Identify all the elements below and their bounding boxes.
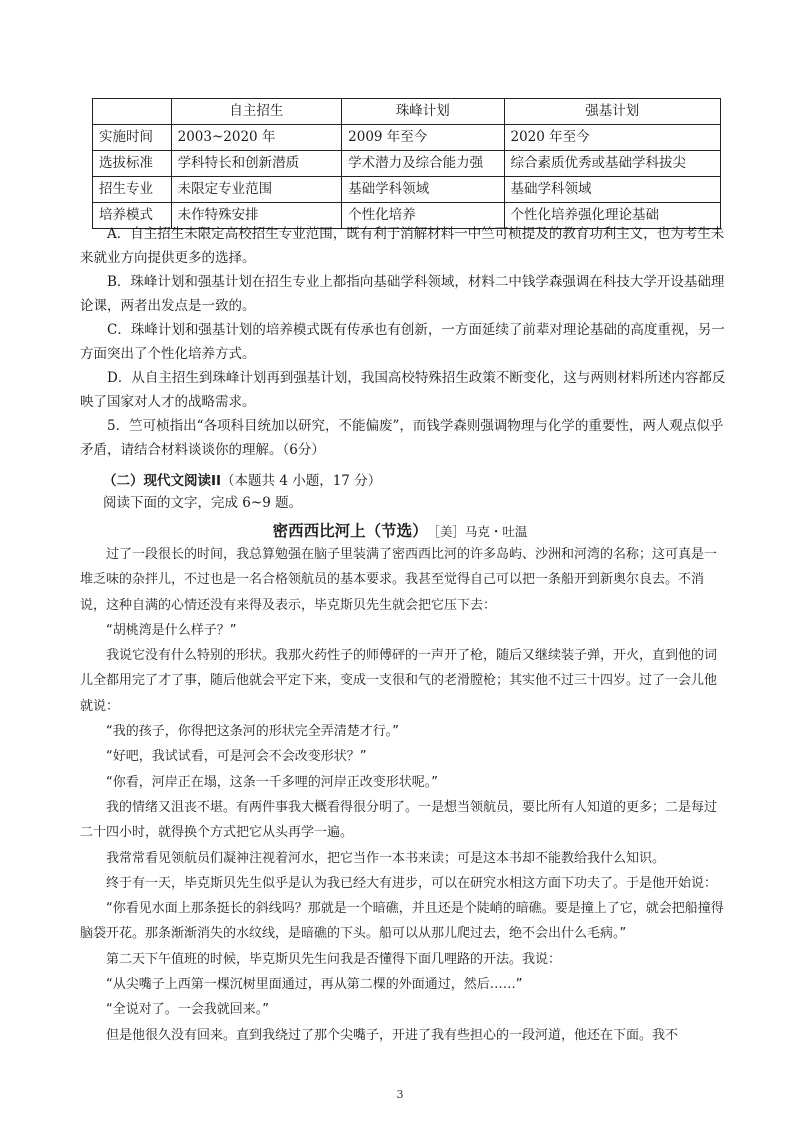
question-5: 5．竺可桢指出“各项科目统加以研究，不能偏废”，而钱学森则强调物理与化学的重要性，两人观点似乎矛盾，请结合材料谈谈你的理解。（6分） [80,418,724,458]
table-cell: 未作特殊安排 [171,203,342,229]
section-meta: （本题共 4 小题，17 分） [221,473,382,489]
admission-comparison-table [92,98,721,229]
table-cell: 实施时间 [93,125,172,151]
paragraph: 我常常看见领航员们凝神注视着河水，把它当作一本书来读；可是这本书却不能教给我什么知识。 [106,850,666,866]
option-d: D．从自主招生到珠峰计划再到强基计划，我国高校特殊招生政策不断变化，这与两则材料所述内容都反映了国家对人才的战略需求。 [80,370,726,410]
option-a: A．自主招生未限定高校招生专业范围，既有利于消解材料一中竺可桢提及的教育功利主义，也为考生未来就业方向提供更多的选择。 [80,226,725,266]
paragraph: 但是他很久没有回来。直到我绕过了那个尖嘴子，开进了我有些担心的一段河道，他还在下面。我不 [106,1027,679,1043]
section-instruction: 阅读下面的文字，完成 6~9 题。 [103,495,303,511]
table-header-cell: 强基计划 [504,99,721,125]
table-cell: 2009 年至今 [342,125,504,151]
section-heading [103,470,381,492]
table-row [93,151,721,177]
section-title: （二）现代文阅读II [103,473,222,489]
page-number: 3 [396,1088,404,1101]
paragraph: “好吧，我试试看，可是河会不会改变形状？” [106,749,367,765]
table-cell: 基础学科领域 [504,177,721,203]
table-cell: 选拔标准 [93,151,172,177]
paragraph: 过了一段很长的时间，我总算勉强在脑子里装满了密西西比河的许多岛屿、沙洲和河湾的名称；这可真是一堆乏味的杂拌儿，不过也是一名合格领航员的基本要求。我甚至觉得自己可以把一条船开到新奥尔良去。不消说，这种自满的心情还没有来得及表示，毕克斯贝先生就会把它压下去： [80,547,718,613]
table-cell: 招生专业 [93,177,172,203]
option-c: C．珠峰计划和强基计划的培养模式既有传承也有创新，一方面延续了前辈对理论基础的高度重视，另一方面突出了个性化培养方式。 [80,322,725,362]
table-row [93,125,721,151]
answer-options [80,222,726,462]
option-b: B．珠峰计划和强基计划在招生专业上都指向基础学科领域，材料二中钱学森强调在科技大学开设基础理论课，两者出发点是一致的。 [80,274,725,314]
table-header-cell [93,99,172,125]
table-cell: 个性化培养 [342,203,504,229]
table-cell: 2003~2020 年 [171,125,342,151]
table-cell: 个性化培养强化理论基础 [504,203,721,229]
paragraph: “你看，河岸正在塌，这条一千多哩的河岸正改变形状呢。” [106,774,438,790]
paragraph: 我的情绪又沮丧不堪。有两件事我大概看得很分明了。一是想当领航员，要比所有人知道的更多；二是每过二十四小时，就得换个方式把它从头再学一遍。 [80,799,718,841]
paragraph: “全说对了。一会我就回来。” [106,1002,269,1018]
table-cell: 培养模式 [93,203,172,229]
paragraph: 第二天下午值班的时候，毕克斯贝先生问我是否懂得下面几哩路的开法。我说： [106,951,562,967]
table-header-row [93,99,721,125]
paragraph: “胡桃湾是什么样子？” [106,622,237,638]
table-row [93,177,721,203]
passage-title [0,520,800,543]
table-header-cell: 自主招生 [171,99,342,125]
paragraph: “我的孩子，你得把这条河的形状完全弄清楚才行。” [106,724,399,740]
table-cell: 未限定专业范围 [171,177,342,203]
paragraph: 终于有一天，毕克斯贝先生似乎是认为我已经大有进步，可以在研究水相这方面下功夫了。于是他开始说： [106,875,718,891]
table-cell: 学科特长和创新潜质 [171,151,342,177]
passage-author: ［美］马克・吐温 [433,524,528,539]
paragraph: 我说它没有什么特别的形状。我那火药性子的师傅砰的一声开了枪，随后又继续装子弹，开火，直到他的词儿全都用完了才了事，随后他就会平定下来，变成一支很和气的老滑膛枪；其实他不过三十四岁。过了一会儿他就说： [80,648,718,714]
table-header-cell: 珠峰计划 [342,99,504,125]
table-cell: 基础学科领域 [342,177,504,203]
paragraph: “你看见水面上那条挺长的斜线吗？那就是一个暗礁，并且还是个陡峭的暗礁。要是撞上了它，就会把船撞得脑袋开花。那条渐渐消失的水纹线，是暗礁的下头。船可以从那儿爬过去，绝不会出什么毛病。” [80,901,724,942]
passage-body [80,542,728,1048]
table-cell: 2020 年至今 [504,125,721,151]
table-cell: 学术潜力及综合能力强 [342,151,504,177]
paragraph: “从尖嘴子上西第一棵沉树里面通过，再从第二棵的外面通过，然后……” [106,977,523,993]
passage-title-text: 密西西比河上（节选） [272,522,428,540]
table-cell: 综合素质优秀或基础学科拔尖 [504,151,721,177]
